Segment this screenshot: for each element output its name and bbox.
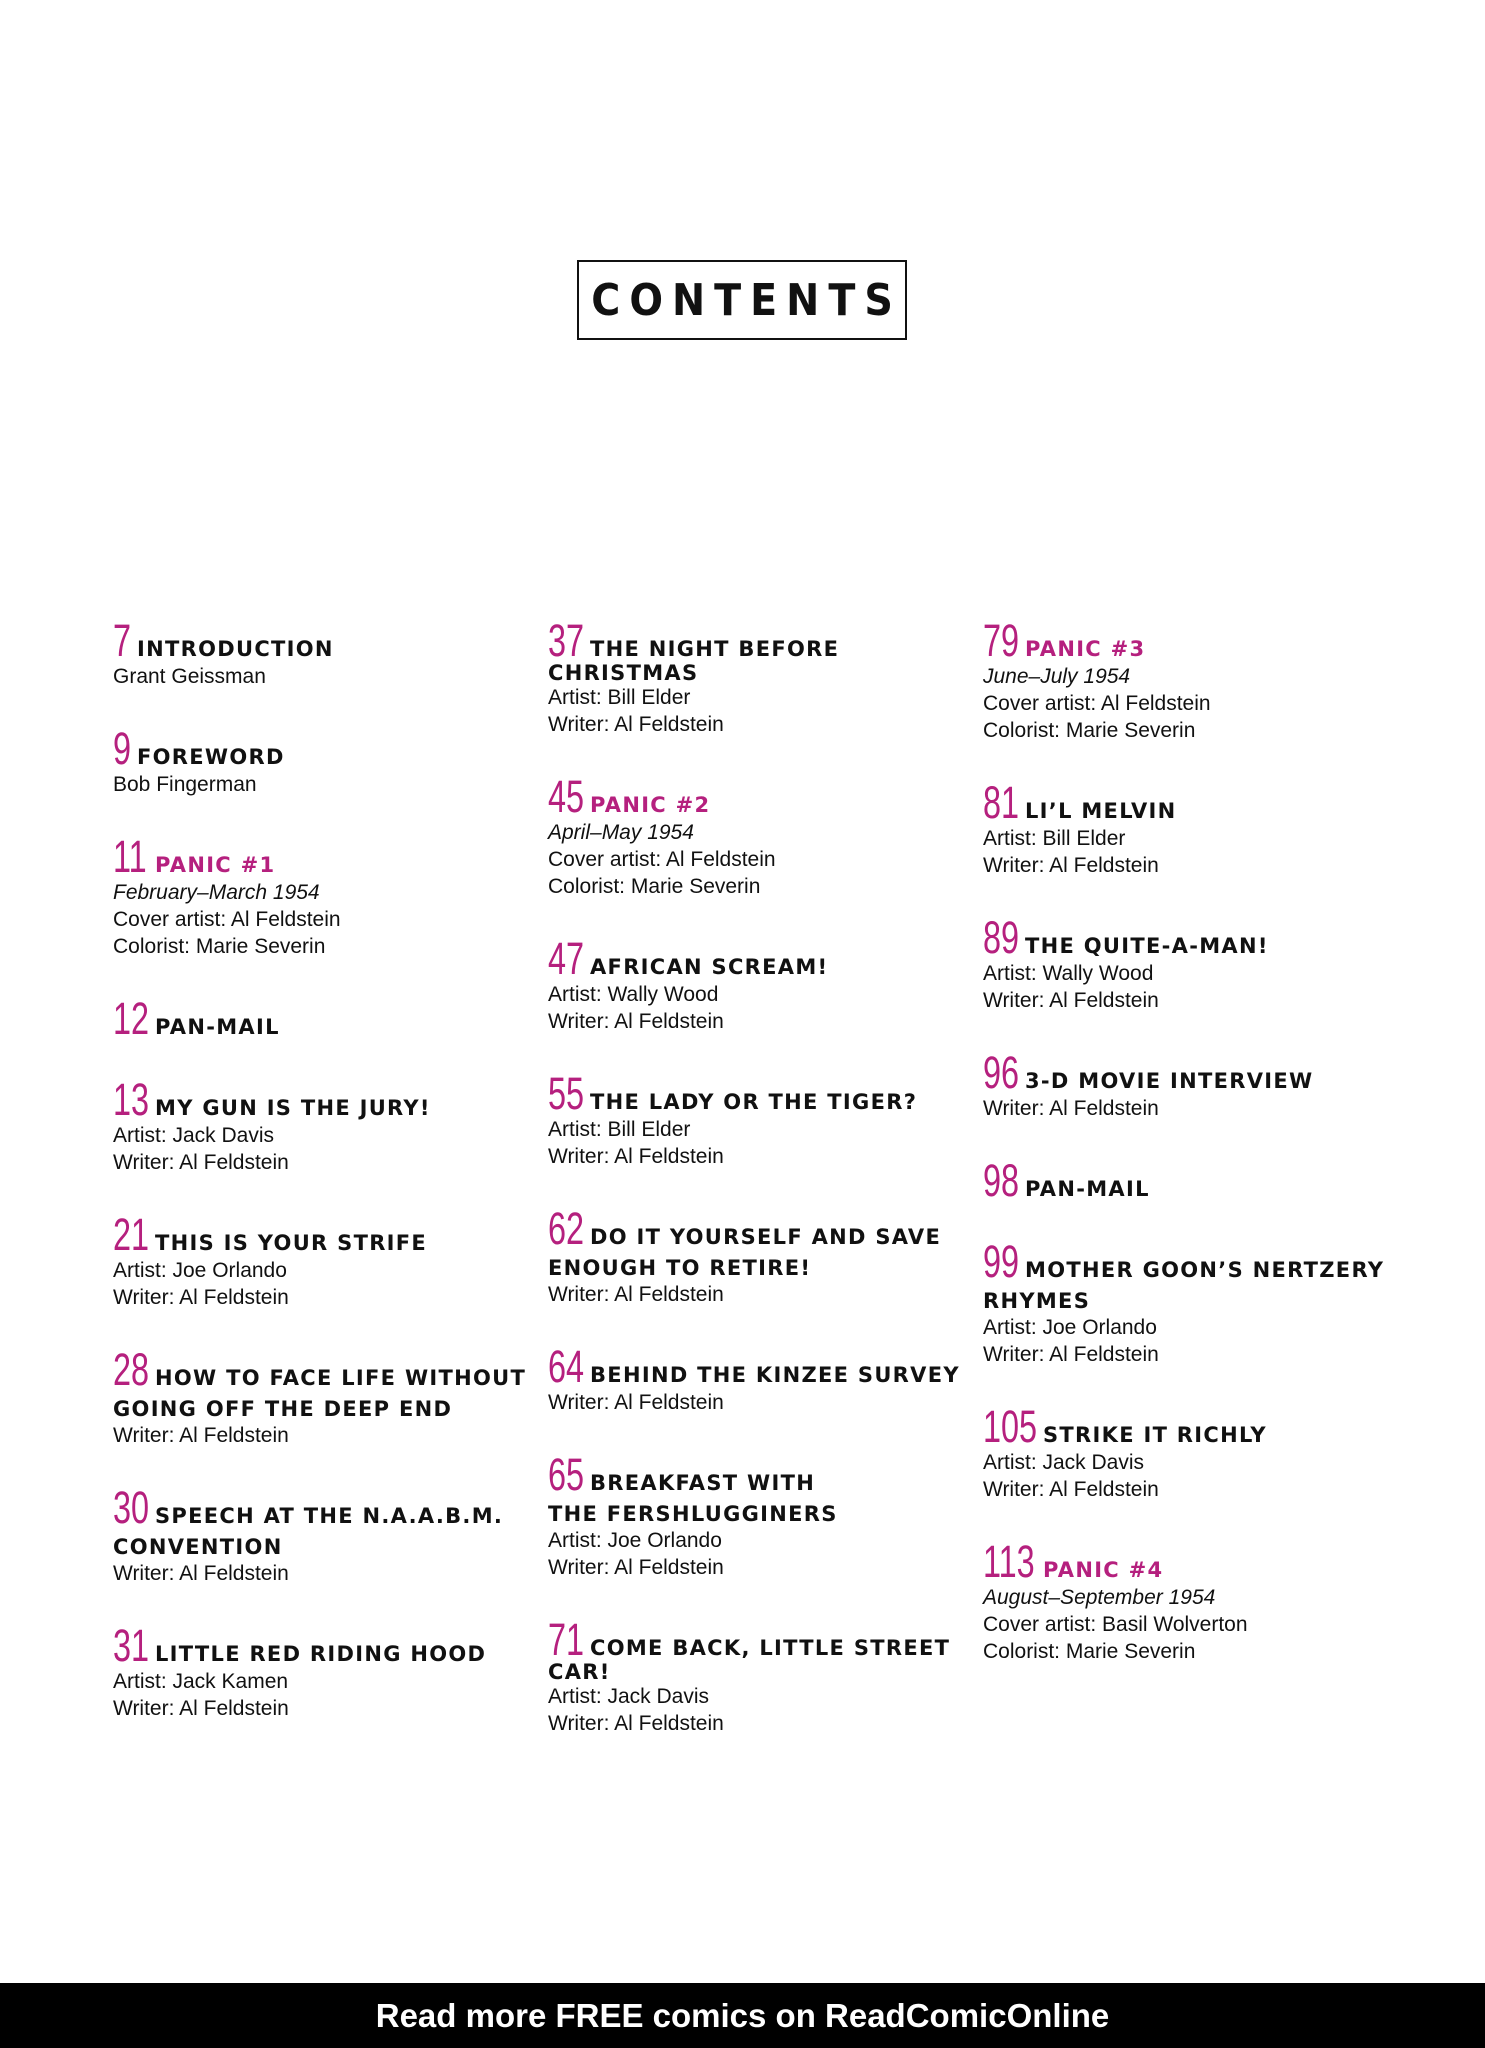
credit-line: Writer: Al Feldstein <box>983 1097 1159 1120</box>
page-number: 30 <box>113 1482 150 1533</box>
issue-date: June–July 1954 <box>983 665 1131 688</box>
toc-entry-title: PAN-MAIL <box>1025 1177 1150 1201</box>
toc-entry-title: MOTHER GOON’S NERTZERY <box>1025 1258 1385 1282</box>
toc-entry-title: THE QUITE-A-MAN! <box>1025 934 1269 958</box>
page-number: 96 <box>983 1047 1020 1098</box>
toc-entry-title: LITTLE RED RIDING HOOD <box>155 1642 487 1666</box>
page-number: 31 <box>113 1620 150 1671</box>
toc-entry[interactable] <box>548 1614 978 1737</box>
page-number: 55 <box>548 1068 585 1119</box>
credit-line: Writer: Al Feldstein <box>113 1697 289 1720</box>
credit-line: Artist: Joe Orlando <box>113 1259 287 1282</box>
page-number: 113 <box>983 1536 1035 1587</box>
credit-line: Grant Geissman <box>113 665 266 688</box>
page-number: 81 <box>983 777 1020 828</box>
toc-entry[interactable] <box>113 1074 543 1176</box>
credit-line: Writer: Al Feldstein <box>548 713 724 736</box>
toc-entry[interactable] <box>113 1482 543 1587</box>
page-number: 28 <box>113 1344 150 1395</box>
toc-entry[interactable] <box>548 1341 978 1416</box>
toc-entry-heading <box>113 723 543 774</box>
credit-line: Artist: Wally Wood <box>983 962 1154 985</box>
toc-entry-title: COME BACK, LITTLE STREET CAR! <box>548 1636 951 1684</box>
page-number: 11 <box>113 831 147 882</box>
toc-entry[interactable] <box>113 615 543 690</box>
toc-entry-heading <box>113 1620 543 1671</box>
toc-entry-heading <box>548 615 978 685</box>
banner-text[interactable]: Read more FREE comics on ReadComicOnline <box>375 1996 1110 2034</box>
read-more-banner[interactable] <box>0 1983 1485 2048</box>
toc-entry-heading <box>983 777 1413 828</box>
toc-entry-title: HOW TO FACE LIFE WITHOUT <box>155 1366 527 1390</box>
toc-entry-title-continued: ENOUGH TO RETIRE! <box>548 1256 812 1280</box>
page-number: 89 <box>983 912 1020 963</box>
toc-column-2 <box>548 615 978 1773</box>
toc-entry[interactable] <box>548 1449 978 1581</box>
toc-entry-heading <box>548 771 978 822</box>
toc-entry-title: PANIC #3 <box>1025 637 1146 661</box>
toc-entry-heading <box>548 1614 978 1684</box>
toc-entry-heading <box>548 933 978 984</box>
issue-date: February–March 1954 <box>113 881 320 904</box>
credit-line: Cover artist: Al Feldstein <box>113 908 341 931</box>
toc-entry[interactable] <box>113 723 543 798</box>
toc-entry[interactable] <box>983 912 1413 1014</box>
toc-entry-heading <box>113 615 543 666</box>
page-number: 99 <box>983 1236 1020 1287</box>
credit-line: Cover artist: Al Feldstein <box>983 692 1211 715</box>
toc-entry-title: 3-D MOVIE INTERVIEW <box>1025 1069 1314 1093</box>
toc-entry-heading <box>548 1341 978 1392</box>
credit-line: Writer: Al Feldstein <box>983 989 1159 1012</box>
credit-line: Writer: Al Feldstein <box>113 1424 289 1447</box>
page-number: 65 <box>548 1449 585 1500</box>
credit-line: Cover artist: Al Feldstein <box>548 848 776 871</box>
toc-entry-title: PANIC #1 <box>155 853 276 877</box>
toc-entry-heading <box>983 1047 1413 1098</box>
toc-entry-heading <box>113 1074 543 1125</box>
page-title: CONTENTS <box>591 274 903 326</box>
toc-entry-heading <box>113 1482 543 1533</box>
credit-line: Artist: Bill Elder <box>983 827 1126 850</box>
credit-line: Artist: Bill Elder <box>548 1118 691 1141</box>
toc-entry-title: FOREWORD <box>137 745 285 769</box>
toc-entry-heading <box>983 1401 1413 1452</box>
toc-entry-heading <box>983 615 1413 666</box>
page-number: 64 <box>548 1341 585 1392</box>
toc-entry-title: BEHIND THE KINZEE SURVEY <box>590 1363 960 1387</box>
page-number: 9 <box>113 723 132 774</box>
toc-entry[interactable] <box>983 615 1413 744</box>
toc-entry-heading <box>113 1344 543 1395</box>
toc-entry-title-continued: RHYMES <box>983 1289 1091 1313</box>
toc-entry-title: AFRICAN SCREAM! <box>590 955 829 979</box>
credit-line: Artist: Bill Elder <box>548 686 691 709</box>
credit-line: Artist: Joe Orlando <box>983 1316 1157 1339</box>
credit-line: Artist: Jack Davis <box>548 1685 710 1708</box>
toc-entry[interactable] <box>113 1620 543 1722</box>
toc-entry-heading <box>113 993 543 1044</box>
toc-entry[interactable] <box>983 1155 1413 1206</box>
credit-line: Cover artist: Basil Wolverton <box>983 1613 1248 1636</box>
page-number: 71 <box>548 1614 585 1665</box>
toc-entry-title: THE NIGHT BEFORE CHRISTMAS <box>548 637 840 685</box>
credit-line: Writer: Al Feldstein <box>548 1391 724 1414</box>
toc-entry-title: PANIC #4 <box>1043 1558 1164 1582</box>
toc-entry-heading <box>548 1449 978 1500</box>
toc-entry-heading <box>983 1155 1413 1206</box>
credit-line: Writer: Al Feldstein <box>548 1010 724 1033</box>
credit-line: Writer: Al Feldstein <box>548 1556 724 1579</box>
credit-line: Artist: Jack Kamen <box>113 1670 289 1693</box>
credit-line: Writer: Al Feldstein <box>113 1286 289 1309</box>
credit-line: Writer: Al Feldstein <box>983 1478 1159 1501</box>
toc-entry-title: INTRODUCTION <box>137 637 334 661</box>
page-number: 12 <box>113 993 150 1044</box>
page-number: 7 <box>113 615 132 666</box>
toc-entry[interactable] <box>983 1536 1413 1665</box>
issue-date: August–September 1954 <box>983 1586 1216 1609</box>
toc-entry-title: BREAKFAST WITH <box>590 1471 816 1495</box>
toc-entry-title-continued: THE FERSHLUGGINERS <box>548 1502 838 1526</box>
credit-line: Colorist: Marie Severin <box>983 719 1196 742</box>
page-number: 45 <box>548 771 585 822</box>
toc-entry-title: THIS IS YOUR STRIFE <box>155 1231 428 1255</box>
toc-entry-heading <box>983 1536 1413 1587</box>
toc-entry-heading <box>983 912 1413 963</box>
toc-entry-title: PAN-MAIL <box>155 1015 280 1039</box>
page-number: 98 <box>983 1155 1020 1206</box>
credit-line: Writer: Al Feldstein <box>548 1712 724 1735</box>
page-number: 21 <box>113 1209 150 1260</box>
toc-entry[interactable] <box>113 1209 543 1311</box>
page-number: 13 <box>113 1074 150 1125</box>
credit-line: Artist: Jack Davis <box>983 1451 1145 1474</box>
toc-entry[interactable] <box>548 1203 978 1308</box>
toc-entry-title: DO IT YOURSELF AND SAVE <box>590 1225 942 1249</box>
toc-entry[interactable] <box>548 615 978 738</box>
toc-entry[interactable] <box>548 771 978 900</box>
toc-entry-heading <box>113 831 543 882</box>
credit-line: Colorist: Marie Severin <box>983 1640 1196 1663</box>
toc-entry-heading <box>113 1209 543 1260</box>
toc-entry[interactable] <box>548 1068 978 1170</box>
toc-entry-heading <box>983 1236 1413 1287</box>
toc-entry-title: STRIKE IT RICHLY <box>1043 1423 1267 1447</box>
toc-entry[interactable] <box>983 1047 1413 1122</box>
toc-entry-title: SPEECH AT THE N.A.A.B.M. <box>155 1504 504 1528</box>
page-number: 62 <box>548 1203 585 1254</box>
page-number: 79 <box>983 615 1020 666</box>
credit-line: Writer: Al Feldstein <box>983 1343 1159 1366</box>
toc-entry-title-continued: GOING OFF THE DEEP END <box>113 1397 453 1421</box>
credit-line: Colorist: Marie Severin <box>113 935 326 958</box>
page-number: 47 <box>548 933 585 984</box>
credit-line: Bob Fingerman <box>113 773 257 796</box>
toc-column-1 <box>113 615 543 1758</box>
toc-entry-title: LI’L MELVIN <box>1025 799 1177 823</box>
credit-line: Artist: Joe Orlando <box>548 1529 722 1552</box>
contents-title-box <box>577 260 907 340</box>
page-number: 37 <box>548 615 585 666</box>
credit-line: Writer: Al Feldstein <box>548 1283 724 1306</box>
toc-entry[interactable] <box>548 933 978 1035</box>
credit-line: Colorist: Marie Severin <box>548 875 761 898</box>
toc-entry-title: MY GUN IS THE JURY! <box>155 1096 431 1120</box>
toc-entry-title: PANIC #2 <box>590 793 711 817</box>
issue-date: April–May 1954 <box>548 821 694 844</box>
credit-line: Writer: Al Feldstein <box>983 854 1159 877</box>
toc-column-3 <box>983 615 1413 1701</box>
toc-entry[interactable] <box>113 1344 543 1449</box>
toc-entry-title-continued: CONVENTION <box>113 1535 283 1559</box>
toc-entry[interactable] <box>983 1401 1413 1503</box>
credit-line: Writer: Al Feldstein <box>113 1562 289 1585</box>
page-number: 105 <box>983 1401 1038 1452</box>
credit-line: Writer: Al Feldstein <box>113 1151 289 1174</box>
toc-entry-heading <box>548 1068 978 1119</box>
toc-entry[interactable] <box>113 831 543 960</box>
toc-entry-title: THE LADY OR THE TIGER? <box>590 1090 918 1114</box>
toc-entry-heading <box>548 1203 978 1254</box>
credit-line: Artist: Wally Wood <box>548 983 719 1006</box>
toc-entry[interactable] <box>113 993 543 1044</box>
toc-entry[interactable] <box>983 777 1413 879</box>
credit-line: Artist: Jack Davis <box>113 1124 275 1147</box>
credit-line: Writer: Al Feldstein <box>548 1145 724 1168</box>
toc-entry[interactable] <box>983 1236 1413 1368</box>
